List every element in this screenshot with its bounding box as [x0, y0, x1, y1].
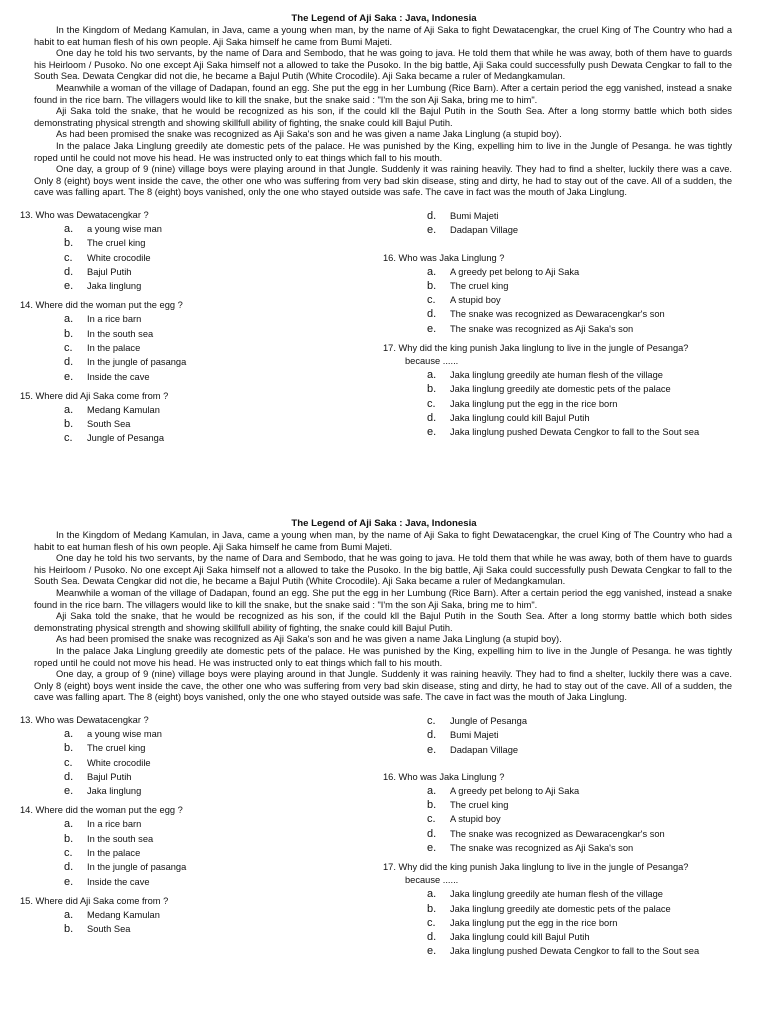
- questions-left-column: [20, 714, 350, 943]
- option-letter: e.: [427, 426, 437, 439]
- story-paragraph: As had been promised the snake was recognized as Aji Saka's son and he was given a name Jaka Linglung (a stupid boy).: [56, 129, 562, 140]
- question-text: 14. Where did the woman put the egg ?: [20, 805, 183, 816]
- option-text: Jaka linglung: [87, 281, 142, 292]
- option-text: Bumi Majeti: [450, 210, 499, 221]
- option-text: Jungle of Pesanga: [87, 433, 165, 444]
- story-paragraph: Meanwhile a woman of the village of Dadapan, found an egg. She put the egg in her Lumbung (Rice Barn). After a certain period the egg vanished, instead a snake found in the rice barn. The villagers would like to kill the snake, but the snake said : "I'm the son Aji Saka, bring me to him".: [34, 82, 732, 105]
- question-15: [20, 390, 350, 446]
- question-subtext: because ......: [405, 355, 459, 366]
- question-text: 15. Where did Aji Saka come from ?: [20, 390, 169, 401]
- option-text: In the jungle of pasanga: [87, 357, 187, 368]
- answer-option[interactable]: [383, 902, 753, 916]
- answer-option[interactable]: [383, 368, 753, 382]
- story-paragraph: Aji Saka told the snake, that he would be recognized as his son, if the could kll the Bajul Putih in the South Sea. After a long stormy battle which both sides demonstrating physical strength and showing skillfull ability of fighting, the snake could kill Bajul Putih.: [34, 106, 732, 128]
- question-15: [20, 895, 350, 937]
- story-title: The Legend of Aji Saka : Java, Indonesia: [291, 13, 477, 24]
- option-text: The snake was recognized as Dewaracengkar's son: [450, 828, 665, 839]
- option-text: Jaka linglung greedily ate human flesh of the village: [450, 889, 663, 900]
- answer-option[interactable]: [383, 841, 753, 855]
- option-text: In the jungle of pasanga: [87, 862, 187, 873]
- option-text: In the south sea: [87, 833, 154, 844]
- option-letter: e.: [64, 875, 74, 888]
- option-letter: e.: [427, 322, 437, 335]
- question-15-continued: [383, 714, 753, 757]
- answer-option[interactable]: [383, 382, 753, 396]
- option-text: Jaka linglung could kill Bajul Putih: [450, 932, 590, 943]
- story-title: The Legend of Aji Saka : Java, Indonesia: [291, 518, 477, 529]
- answer-option[interactable]: [383, 307, 753, 321]
- option-letter: d.: [427, 308, 437, 321]
- option-letter: b.: [64, 327, 74, 340]
- option-letter: a.: [427, 368, 437, 381]
- option-text: Jaka linglung pushed Dewata Cengkor to fall to the Sout sea: [450, 427, 700, 438]
- option-text: The snake was recognized as Aji Saka's son: [450, 842, 634, 853]
- option-text: The cruel king: [87, 743, 146, 754]
- answer-option[interactable]: [383, 322, 753, 336]
- option-letter: d.: [427, 729, 437, 742]
- worksheet-section-1: [0, 12, 768, 469]
- question-text: 16. Who was Jaka Linglung ?: [383, 252, 505, 263]
- story-text: [34, 25, 732, 199]
- answer-option[interactable]: [383, 944, 753, 958]
- option-letter: c.: [64, 341, 73, 354]
- option-text: Jaka linglung could kill Bajul Putih: [450, 412, 590, 423]
- option-text: Jaka linglung greedily ate domestic pets of the palace: [450, 384, 671, 395]
- question-text: 15. Where did Aji Saka come from ?: [20, 895, 169, 906]
- option-text: Jaka linglung pushed Dewata Cengkor to fall to the Sout sea: [450, 946, 700, 957]
- option-text: The cruel king: [450, 800, 509, 811]
- option-letter: d.: [427, 411, 437, 424]
- questions-right-column: [383, 714, 753, 965]
- answer-option[interactable]: [383, 728, 753, 742]
- answer-option[interactable]: [20, 222, 350, 236]
- answer-option[interactable]: [383, 930, 753, 944]
- option-letter: d.: [427, 931, 437, 944]
- option-text: White crocodile: [87, 757, 151, 768]
- answer-option[interactable]: [20, 279, 350, 293]
- option-letter: a.: [64, 313, 74, 326]
- answer-option[interactable]: [383, 223, 753, 237]
- option-letter: c.: [427, 294, 436, 307]
- option-text: a young wise man: [87, 223, 162, 234]
- option-letter: c.: [64, 846, 73, 859]
- story-paragraph: One day he told his two servants, by the name of Dara and Sembodo, that he was going to java. He told them that while he was away, both of them have to guards his Heirloom / Pusoko. No one except Aji Saka himself not a allowed to take the Pusoko. In the big battle, Aji Saka could successfully push Dewata Cengkar to fall to the South Sea. Dewata Cengkar did not die, he became a Bajul Putih (White Crocodile). Aji Saka became a ruler of Medangkamulan.: [34, 553, 732, 587]
- answer-option[interactable]: [20, 908, 350, 922]
- answer-option[interactable]: [20, 817, 350, 831]
- option-text: In the south sea: [87, 328, 154, 339]
- answer-option[interactable]: [383, 798, 753, 812]
- option-text: In the palace: [87, 342, 141, 353]
- story-paragraph: In the Kingdom of Medang Kamulan, in Java, came a young when man, by the name of Aji Saka to fight Dewatacengkar, the cruel King of The Country who had a habit to eat human flesh of his own people. Aji Saka himself he came from Bumi Majeti.: [34, 25, 732, 47]
- option-text: Medang Kamulan: [87, 909, 160, 920]
- question-text: 16. Who was Jaka Linglung ?: [383, 771, 505, 782]
- question-subtext: because ......: [405, 875, 459, 886]
- answer-option[interactable]: [20, 860, 350, 874]
- answer-option[interactable]: [20, 741, 350, 755]
- worksheet-section-2: [0, 517, 768, 974]
- question-17: [383, 342, 753, 439]
- option-letter: b.: [64, 832, 74, 845]
- question-text: 14. Where did the woman put the egg ?: [20, 300, 183, 311]
- answer-option[interactable]: [20, 403, 350, 417]
- option-letter: a.: [427, 784, 437, 797]
- option-text: The cruel king: [87, 238, 146, 249]
- option-letter: d.: [64, 265, 74, 278]
- option-letter: b.: [427, 383, 437, 396]
- option-text: A greedy pet belong to Aji Saka: [450, 785, 580, 796]
- answer-option[interactable]: [20, 846, 350, 860]
- option-text: The snake was recognized as Dewaracengkar's son: [450, 309, 665, 320]
- option-letter: e.: [427, 841, 437, 854]
- option-letter: c.: [427, 714, 436, 727]
- option-text: White crocodile: [87, 252, 151, 263]
- option-letter: e.: [64, 280, 74, 293]
- option-letter: a.: [427, 265, 437, 278]
- question-16: [383, 252, 753, 336]
- option-text: Bajul Putih: [87, 771, 132, 782]
- answer-option[interactable]: [20, 327, 350, 341]
- questions-area: [0, 209, 768, 469]
- option-letter: a.: [427, 888, 437, 901]
- question-17: [383, 861, 753, 958]
- answer-option[interactable]: [20, 370, 350, 384]
- option-letter: d.: [427, 827, 437, 840]
- option-text: Bumi Majeti: [450, 730, 499, 741]
- option-letter: a.: [64, 403, 74, 416]
- answer-option[interactable]: [20, 236, 350, 250]
- answer-option[interactable]: [383, 411, 753, 425]
- option-letter: c.: [64, 756, 73, 769]
- answer-option[interactable]: [383, 812, 753, 826]
- option-text: Jaka linglung put the egg in the rice born: [450, 917, 618, 928]
- option-text: South Sea: [87, 924, 131, 935]
- option-text: Jungle of Pesanga: [450, 715, 528, 726]
- answer-option[interactable]: [383, 916, 753, 930]
- option-letter: b.: [64, 418, 74, 431]
- option-text: Jaka linglung: [87, 786, 142, 797]
- answer-option[interactable]: [383, 279, 753, 293]
- story-paragraph: One day he told his two servants, by the name of Dara and Sembodo, that he was going to java. He told them that while he was away, both of them have to guards his Heirloom / Pusoko. No one except Aji Saka himself not a allowed to take the Pusoko. In the big battle, Aji Saka could successfully push Dewata Cengkar to fall to the South Sea. Dewata Cengkar did not die, he became a Bajul Putih (White Crocodile). Aji Saka became a ruler of Medangkamulan.: [34, 48, 732, 82]
- option-letter: d.: [64, 356, 74, 369]
- option-letter: b.: [64, 923, 74, 936]
- answer-option[interactable]: [20, 355, 350, 369]
- option-text: A stupid boy: [450, 295, 501, 306]
- option-text: Jaka linglung greedily ate domestic pets of the palace: [450, 903, 671, 914]
- option-text: A stupid boy: [450, 814, 501, 825]
- question-text: 13. Who was Dewatacengkar ?: [20, 209, 149, 220]
- option-letter: c.: [427, 916, 436, 929]
- answer-option[interactable]: [20, 770, 350, 784]
- question-15-continued: [383, 209, 753, 238]
- answer-option[interactable]: [20, 431, 350, 445]
- option-text: Inside the cave: [87, 876, 150, 887]
- answer-option[interactable]: [383, 397, 753, 411]
- answer-option[interactable]: [383, 209, 753, 223]
- option-letter: c.: [64, 432, 73, 445]
- answer-option[interactable]: [20, 784, 350, 798]
- story-paragraph: In the palace Jaka Linglung greedily ate domestic pets of the palace. He was punished by the King, expelling him to live in the Jungle of Pesanga. he was tightly roped until he could not move his head. He was instructed only to eat things which fall to his mouth.: [34, 645, 732, 668]
- option-text: South Sea: [87, 419, 131, 430]
- spacer: [383, 244, 753, 252]
- question-14: [20, 299, 350, 383]
- answer-option[interactable]: [383, 743, 753, 757]
- option-letter: e.: [64, 370, 74, 383]
- option-text: Inside the cave: [87, 371, 150, 382]
- question-16: [383, 771, 753, 855]
- option-letter: a.: [64, 818, 74, 831]
- option-text: In a rice barn: [87, 314, 142, 325]
- answer-option[interactable]: [20, 417, 350, 431]
- story-text: [34, 530, 732, 704]
- answer-option[interactable]: [383, 293, 753, 307]
- question-text: 17. Why did the king punish Jaka linglung to live in the jungle of Pesanga?: [383, 862, 689, 873]
- option-text: Jaka linglung put the egg in the rice born: [450, 398, 618, 409]
- questions-right-column: [383, 209, 753, 446]
- story-paragraph: As had been promised the snake was recognized as Aji Saka's son and he was given a name Jaka Linglung (a stupid boy).: [56, 634, 562, 645]
- option-letter: d.: [427, 209, 437, 222]
- question-14: [20, 804, 350, 888]
- option-letter: e.: [64, 785, 74, 798]
- option-letter: c.: [427, 397, 436, 410]
- answer-option[interactable]: [383, 784, 753, 798]
- answer-option[interactable]: [20, 832, 350, 846]
- option-text: Bajul Putih: [87, 266, 132, 277]
- option-text: Jaka linglung greedily ate human flesh of the village: [450, 369, 663, 380]
- option-letter: b.: [64, 237, 74, 250]
- answer-option[interactable]: [20, 341, 350, 355]
- option-text: The cruel king: [450, 280, 509, 291]
- option-text: In a rice barn: [87, 819, 142, 830]
- option-text: A greedy pet belong to Aji Saka: [450, 266, 580, 277]
- story-paragraph: Aji Saka told the snake, that he would be recognized as his son, if the could kll the Bajul Putih in the South Sea. After a long stormy battle which both sides demonstrating physical strength and showing skillfull ability of fighting, the snake could kill Bajul Putih.: [34, 611, 732, 633]
- story-paragraph: Meanwhile a woman of the village of Dadapan, found an egg. She put the egg in her Lumbung (Rice Barn). After a certain period the egg vanished, instead a snake found in the rice barn. The villagers would like to kill the snake, but the snake said : "I'm the son Aji Saka, bring me to him".: [34, 587, 732, 610]
- option-letter: a.: [64, 222, 74, 235]
- option-letter: e.: [427, 743, 437, 756]
- option-letter: e.: [427, 945, 437, 958]
- option-text: Dadapan Village: [450, 744, 519, 755]
- spacer: [383, 763, 753, 771]
- option-letter: e.: [427, 224, 437, 237]
- option-letter: a.: [64, 908, 74, 921]
- answer-option[interactable]: [383, 887, 753, 901]
- option-text: In the palace: [87, 847, 141, 858]
- option-text: a young wise man: [87, 728, 162, 739]
- answer-option[interactable]: [383, 827, 753, 841]
- story-paragraph: In the palace Jaka Linglung greedily ate domestic pets of the palace. He was punished by the King, expelling him to live in the Jungle of Pesanga. he was tightly roped until he could not move his head. He was instructed only to eat things which fall to his mouth.: [34, 140, 732, 163]
- question-text: 17. Why did the king punish Jaka linglung to live in the jungle of Pesanga?: [383, 342, 689, 353]
- option-letter: b.: [427, 799, 437, 812]
- question-13: [20, 209, 350, 293]
- option-text: The snake was recognized as Aji Saka's son: [450, 323, 634, 334]
- story-paragraph: One day, a group of 9 (nine) village boys were playing around in that Jungle. Suddenly it was raining heavily. They had to find a shelter, luckily there was a cave. Only 8 (eight) boys went inside the cave, the other one who was suffering from very bad skin disease, sting and dirty, he had to stay out of the cave. All of a sudden, the cave was falling apart. The 8 (eight) boys vanished, only the one who stayed outside was safe. The cave in fact was the mouth of Jaka Linglung.: [34, 669, 732, 703]
- story-paragraph: In the Kingdom of Medang Kamulan, in Java, came a young when man, by the name of Aji Saka to fight Dewatacengkar, the cruel King of The Country who had a habit to eat human flesh of his own people. Aji Saka himself he came from Bumi Majeti.: [34, 530, 732, 552]
- option-letter: c.: [64, 251, 73, 264]
- answer-option[interactable]: [20, 265, 350, 279]
- option-letter: b.: [427, 279, 437, 292]
- answer-option[interactable]: [20, 756, 350, 770]
- answer-option[interactable]: [383, 265, 753, 279]
- option-text: Medang Kamulan: [87, 404, 160, 415]
- option-letter: b.: [427, 902, 437, 915]
- question-text: 13. Who was Dewatacengkar ?: [20, 714, 149, 725]
- story-paragraph: One day, a group of 9 (nine) village boys were playing around in that Jungle. Suddenly it was raining heavily. They had to find a shelter, luckily there was a cave. Only 8 (eight) boys went inside the cave, the other one who was suffering from very bad skin disease, sting and dirty, he had to stay out of the cave. All of a sudden, the cave was falling apart. The 8 (eight) boys vanished, only the one who stayed outside was safe. The cave in fact was the mouth of Jaka Linglung.: [34, 164, 732, 198]
- option-letter: d.: [64, 861, 74, 874]
- option-text: Dadapan Village: [450, 225, 519, 236]
- answer-option[interactable]: [20, 922, 350, 936]
- answer-option[interactable]: [20, 727, 350, 741]
- answer-option[interactable]: [383, 425, 753, 439]
- answer-option[interactable]: [20, 875, 350, 889]
- option-letter: b.: [64, 742, 74, 755]
- questions-area: [0, 714, 768, 974]
- option-letter: d.: [64, 770, 74, 783]
- option-letter: c.: [427, 813, 436, 826]
- answer-option[interactable]: [20, 312, 350, 326]
- answer-option[interactable]: [20, 251, 350, 265]
- questions-left-column: [20, 209, 350, 452]
- question-13: [20, 714, 350, 798]
- answer-option[interactable]: [383, 714, 753, 728]
- option-letter: a.: [64, 727, 74, 740]
